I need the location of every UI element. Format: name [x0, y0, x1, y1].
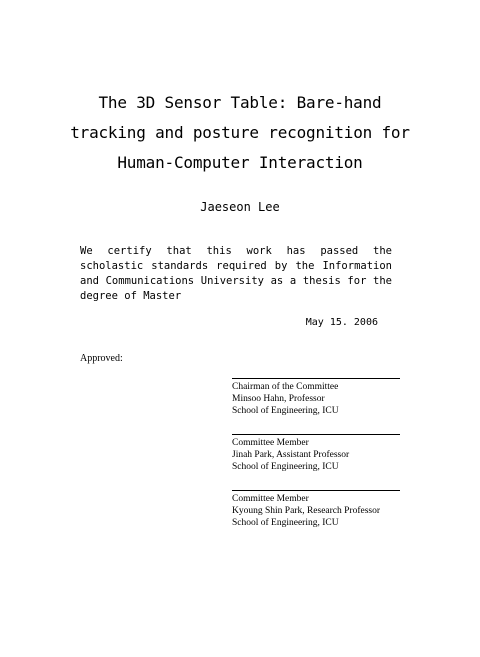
author-name: Jaeseon Lee	[200, 200, 280, 214]
committee-role: Committee Member	[232, 494, 309, 504]
committee-member-name: Jinah Park, Assistant Professor	[232, 450, 350, 460]
title-line-1: The 3D Sensor Table: Bare-hand	[98, 93, 382, 112]
committee-member-signature-block	[232, 490, 400, 529]
title-line-2: tracking and posture recognition for	[70, 123, 410, 142]
committee-affiliation: School of Engineering, ICU	[232, 462, 339, 472]
approval-date: May 15. 2006	[305, 317, 378, 328]
committee-member-name: Kyoung Shin Park, Research Professor	[232, 506, 381, 516]
approved-label: Approved:	[80, 353, 123, 364]
thesis-title	[60, 88, 420, 178]
committee-role: Chairman of the Committee	[232, 382, 339, 392]
committee-role: Committee Member	[232, 438, 309, 448]
committee-chair-signature-block	[232, 378, 400, 417]
committee-member-name: Minsoo Hahn, Professor	[232, 394, 325, 404]
committee-member-signature-block	[232, 434, 400, 473]
committee-affiliation: School of Engineering, ICU	[232, 406, 339, 416]
title-line-3: Human-Computer Interaction	[117, 153, 363, 172]
certification-statement: We certify that this work has passed the scholastic standards required by the Information and Communications University as a thesis for the degree of Master	[80, 245, 392, 302]
committee-affiliation: School of Engineering, ICU	[232, 518, 339, 528]
